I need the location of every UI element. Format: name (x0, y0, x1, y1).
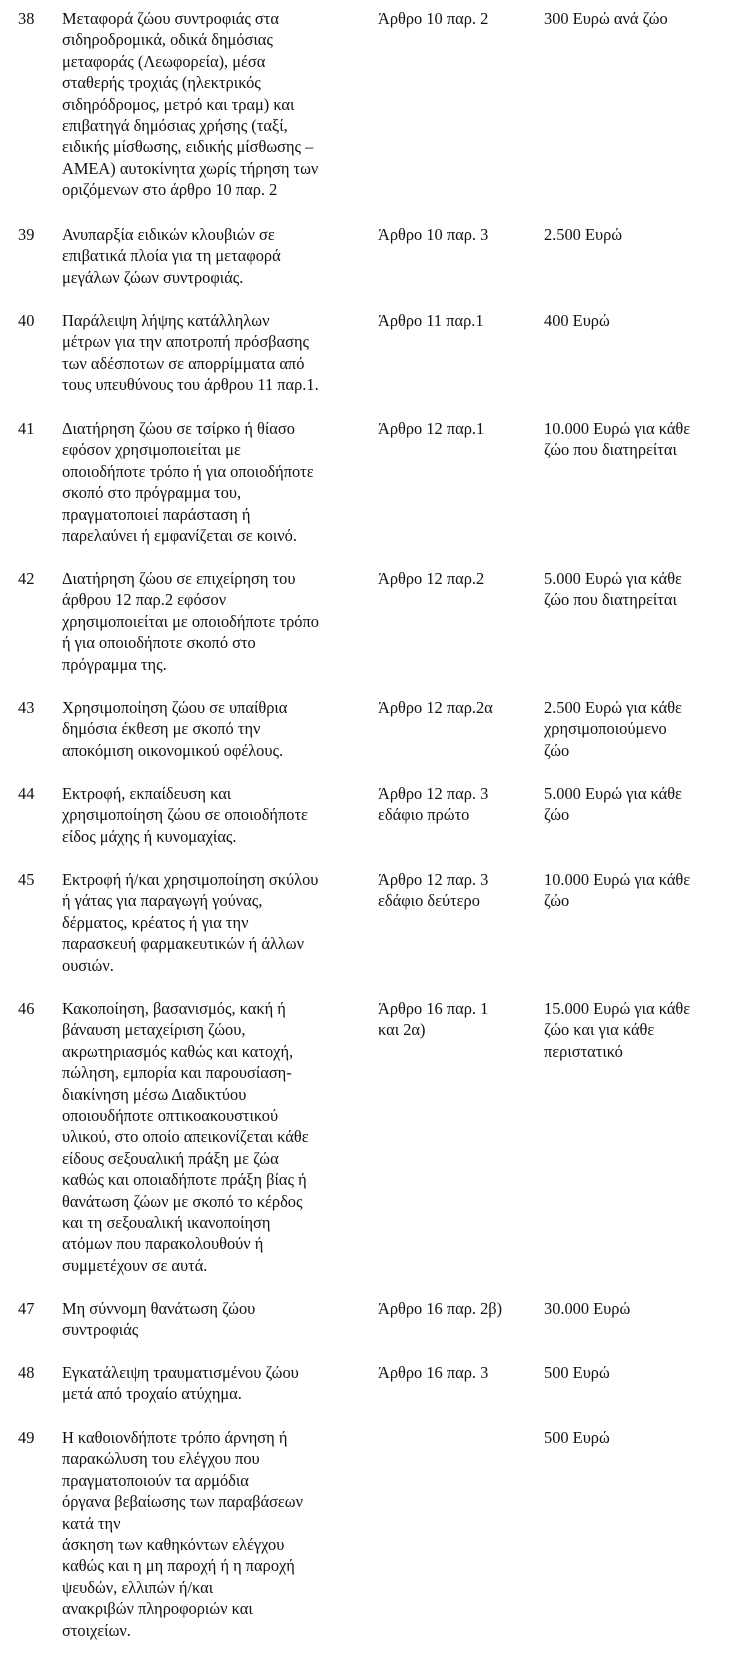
penalty-amount: 10.000 Ευρώ για κάθε ζώο (544, 870, 691, 911)
row-number: 38 (18, 9, 35, 28)
penalty-amount: 500 Ευρώ (544, 1363, 610, 1382)
article-reference: Άρθρο 12 παρ.2α (378, 698, 493, 717)
penalty-amount: 30.000 Ευρώ (544, 1299, 631, 1318)
penalty-amount: 2.500 Ευρώ (544, 225, 623, 244)
row-number: 39 (18, 225, 35, 244)
violation-description: Η καθοιονδήποτε τρόπο άρνηση ή παρακώλυση του ελέγχου που πραγματοποιούν τα αρμόδια όργανα βεβαίωσης των παραβάσεων κατά την άσκηση των καθηκόντων ελέγχου καθώς και η μη παροχή ή η παροχή ψευδών, ελλιπών ή/και ανακριβών πληροφοριών και στοιχείων. (62, 1428, 304, 1640)
penalty-amount: 15.000 Ευρώ για κάθε ζώο και για κάθε περιστατικό (544, 999, 691, 1061)
article-reference: Άρθρο 16 παρ. 1 και 2α) (378, 999, 489, 1040)
row-number: 47 (18, 1299, 35, 1318)
violation-description: Κακοποίηση, βασανισμός, κακή ή βάναυση μεταχείριση ζώου, ακρωτηριασμός καθώς και κατοχή, πώληση, εμπορία και παρουσίαση- διακίνηση μέσω Διαδικτύου οποιουδήποτε οπτικοακουστικού υλικού, στο οποίο απεικονίζεται κάθε είδους σεξουαλική πράξη με ζώα καθώς και οποιαδήποτε πράξη βίας ή θανάτωση ζώων με σκοπό το κέρδος και τη σεξουαλική ικανοποίηση ατόμων που παρακολουθούν ή συμμετέχουν σε αυτά. (62, 999, 309, 1275)
row-number: 43 (18, 698, 35, 717)
article-reference: Άρθρο 12 παρ. 3 εδάφιο δεύτερο (378, 870, 489, 911)
article-reference: Άρθρο 10 παρ. 2 (378, 9, 489, 28)
article-reference: Άρθρο 12 παρ. 3 εδάφιο πρώτο (378, 784, 489, 825)
violation-description: Χρησιμοποίηση ζώου σε υπαίθρια δημόσια έκθεση με σκοπό την αποκόμιση οικονομικού οφέλους. (62, 698, 288, 760)
violation-description: Διατήρηση ζώου σε τσίρκο ή θίασο εφόσον χρησιμοποιείται με οποιοδήποτε τρόπο ή για οποιοδήποτε σκοπό στο πρόγραμμα του, πραγματοποιεί παράσταση ή παρελαύνει ή εμφανίζεται σε κοινό. (62, 419, 314, 546)
row-number: 40 (18, 311, 35, 330)
violation-description: Μη σύννομη θανάτωση ζώου συντροφιάς (62, 1299, 256, 1340)
violation-description: Μεταφορά ζώου συντροφιάς στα σιδηροδρομικά, οδικά δημόσιας μεταφοράς (Λεωφορεία), μέσα σταθερής τροχιάς (ηλεκτρικός σιδηρόδρομος, μετρό και τραμ) και επιβατηγά δημόσιας χρήσης (ταξί, ειδικής μίσθωσης, ειδικής μίσθωσης – ΑΜΕΑ) αυτοκίνητα χωρίς τήρηση των οριζόμενων στο άρθρο 10 παρ. 2 (62, 9, 319, 200)
violation-description: Εγκατάλειψη τραυματισμένου ζώου μετά από τροχαίο ατύχημα. (62, 1363, 299, 1404)
penalty-amount: 10.000 Ευρώ για κάθε ζώο που διατηρείται (544, 419, 691, 460)
penalty-amount: 400 Ευρώ (544, 311, 610, 330)
row-number: 48 (18, 1363, 35, 1382)
article-reference: Άρθρο 12 παρ.1 (378, 419, 485, 438)
article-reference: Άρθρο 16 παρ. 3 (378, 1363, 489, 1382)
penalty-amount: 500 Ευρώ (544, 1428, 610, 1447)
penalty-amount: 2.500 Ευρώ για κάθε χρησιμοποιούμενο ζώο (544, 698, 682, 760)
article-reference: Άρθρο 16 παρ. 2β) (378, 1299, 503, 1318)
row-number: 41 (18, 419, 35, 438)
penalty-amount: 5.000 Ευρώ για κάθε ζώο (544, 784, 682, 825)
article-reference: Άρθρο 12 παρ.2 (378, 569, 485, 588)
article-reference: Άρθρο 10 παρ. 3 (378, 225, 489, 244)
penalty-amount: 300 Ευρώ ανά ζώο (544, 9, 668, 28)
row-number: 44 (18, 784, 35, 803)
row-number: 45 (18, 870, 35, 889)
violation-description: Εκτροφή ή/και χρησιμοποίηση σκύλου ή γάτας για παραγωγή γούνας, δέρματος, κρέατος ή για την παρασκευή φαρμακευτικών ή άλλων ουσιών. (62, 870, 319, 975)
penalty-amount: 5.000 Ευρώ για κάθε ζώο που διατηρείται (544, 569, 682, 610)
article-reference: Άρθρο 11 παρ.1 (378, 311, 484, 330)
row-number: 46 (18, 999, 35, 1018)
violation-description: Διατήρηση ζώου σε επιχείρηση του άρθρου 12 παρ.2 εφόσον χρησιμοποιείται με οποιοδήποτε τρόπο ή για οποιοδήποτε σκοπό στο πρόγραμμα της. (62, 569, 319, 674)
violation-description: Παράλειψη λήψης κατάλληλων μέτρων για την αποτροπή πρόσβασης των αδέσποτων σε απορρίμματα από τους υπευθύνους του άρθρου 11 παρ.1. (62, 311, 319, 395)
row-number: 42 (18, 569, 35, 588)
violation-description: Εκτροφή, εκπαίδευση και χρησιμοποίηση ζώου σε οποιοδήποτε είδος μάχης ή κυνομαχίας. (62, 784, 308, 846)
violation-description: Ανυπαρξία ειδικών κλουβιών σε επιβατικά πλοία για τη μεταφορά μεγάλων ζώων συντροφιάς. (62, 225, 281, 287)
row-number: 49 (18, 1428, 35, 1447)
